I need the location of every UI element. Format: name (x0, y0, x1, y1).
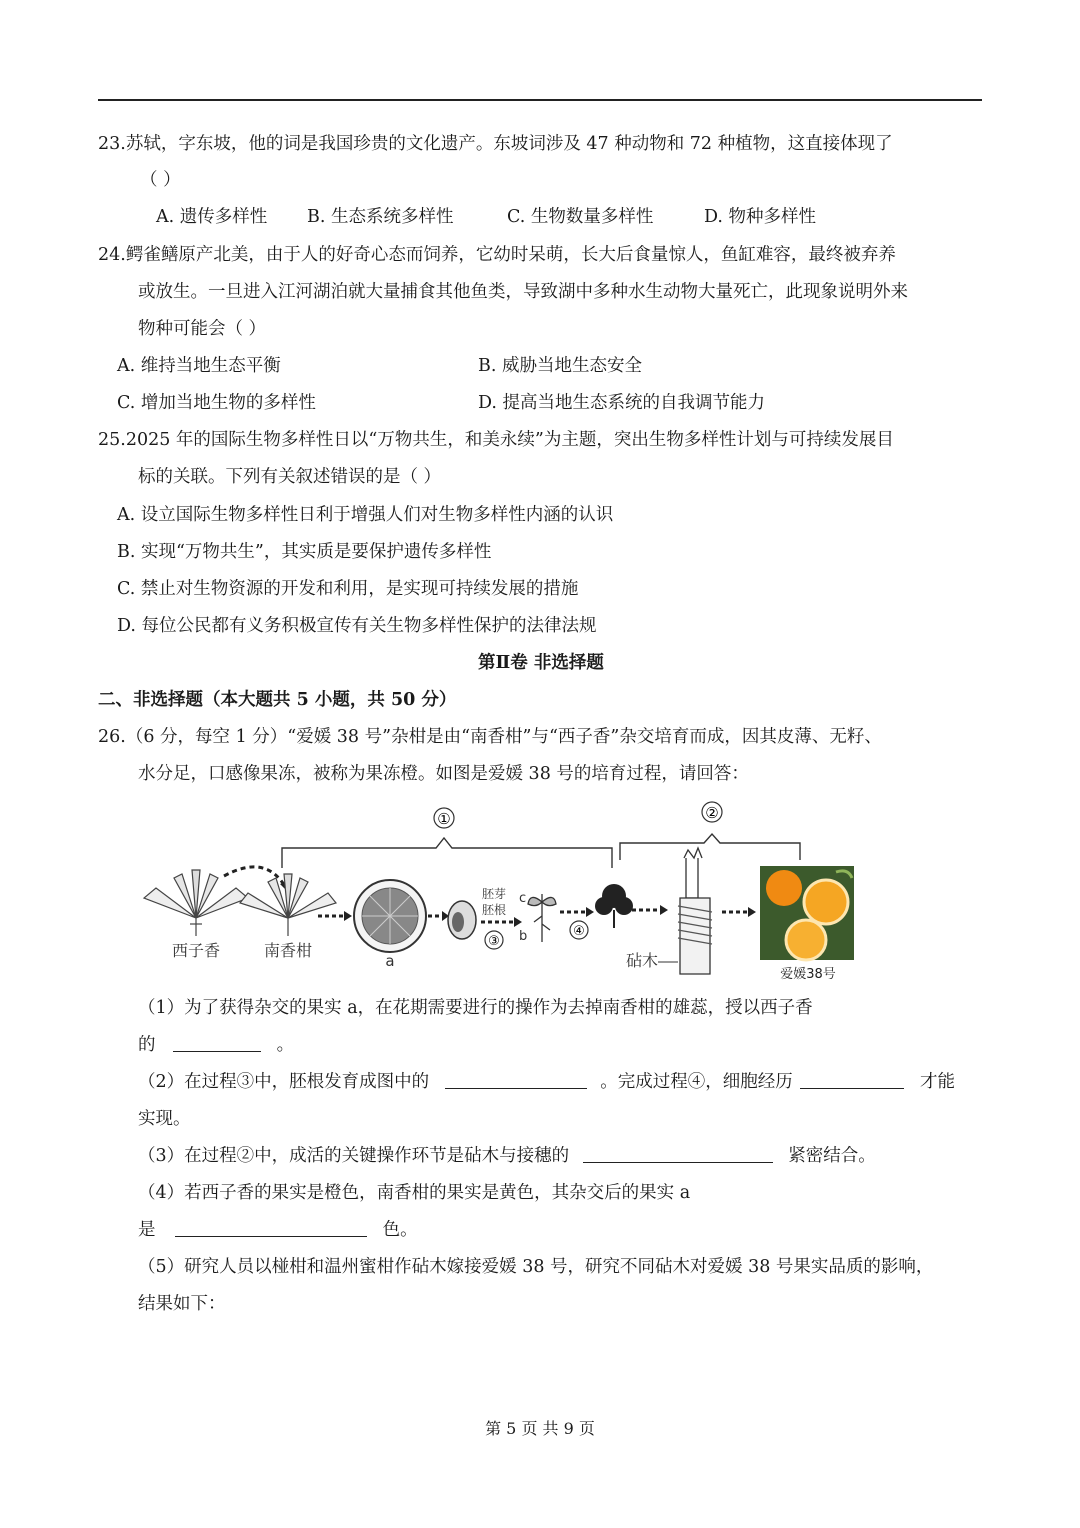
q24-stem-line1: 24.鳄雀鳝原产北美，由于人的好奇心态而饲养，它幼时呆萌，长大后食量惊人，鱼缸难容，最终被弃养 (98, 245, 896, 265)
q26-sub1-pre: 的 (138, 1035, 156, 1055)
arrow-5-head (660, 905, 668, 915)
label-aiyuan: 爱媛38号 (780, 967, 836, 982)
label-a: a (385, 952, 395, 970)
orange-fruit-photo (760, 866, 854, 960)
q26-sub2-post: 才能 (919, 1072, 955, 1092)
step4-label: ④ (573, 924, 585, 939)
q24-stem-line3: 物种可能会（ ） (138, 319, 267, 339)
q26-sub3-pre: （3）在过程②中，成活的关键操作环节是砧木与接穗的 (138, 1146, 570, 1166)
fruit-cross-section-icon (354, 880, 426, 952)
q23-answer-paren: （ ） (140, 170, 181, 190)
seedling-icon (528, 894, 556, 942)
q23-option-c: C. 生物数量多样性 (507, 207, 654, 227)
arrow-6-head (748, 907, 756, 917)
q26-sub1-post: 。 (276, 1035, 295, 1055)
q26-sub4-line1: （4）若西子香的果实是橙色，南香柑的果实是黄色，其杂交后的果实 a (138, 1183, 691, 1203)
q26-sub1-answer-blank[interactable] (173, 1033, 261, 1052)
q26-sub5-line2: 结果如下： (138, 1294, 226, 1314)
xizixiang-flower-icon (144, 870, 248, 936)
q24-option-b: B. 威胁当地生态安全 (478, 356, 642, 376)
q25-stem-line1: 25.2025 年的国际生物多样性日以“万物共生，和美永续”为主题，突出生物多样性计划与可持续发展目 (98, 430, 894, 450)
q26-sub3-post: 紧密结合。 (788, 1146, 876, 1166)
nanxianggan-flower-icon (240, 874, 336, 936)
label-b: b (519, 929, 528, 944)
q26-sub4-post: 色。 (382, 1220, 418, 1240)
q26-sub4-answer-blank[interactable] (175, 1218, 367, 1237)
bracket-1 (282, 838, 612, 868)
label-peiya: 胚芽 (481, 887, 507, 901)
label-zhenmu: 砧木 (625, 951, 659, 970)
bracket1-label: ① (437, 810, 451, 828)
step3-label: ③ (488, 934, 500, 949)
section2-title: 二、非选择题（本大题共 5 小题，共 50 分） (98, 690, 457, 710)
arrow-4-head (586, 907, 594, 917)
label-peigen: 胚根 (481, 903, 507, 917)
q24-option-c: C. 增加当地生物的多样性 (117, 393, 316, 413)
q26-stem-line2: 水分足，口感像果冻，被称为果冻橙。如图是爱媛 38 号的培育过程，请回答： (138, 764, 749, 784)
q26-sub1-line1: （1）为了获得杂交的果实 a，在花期需要进行的操作为去掉南香柑的雄蕊，授以西子香 (138, 998, 813, 1018)
q26-sub3-answer-blank[interactable] (583, 1144, 773, 1163)
arrow-1-head (344, 911, 352, 921)
seed-icon (448, 901, 476, 939)
q24-option-a: A. 维持当地生态平衡 (117, 356, 281, 376)
q26-sub2-pre: （2）在过程③中，胚根发育成图中的 (138, 1072, 430, 1092)
q26-sub4-line2 (138, 1218, 418, 1242)
q23-option-d: D. 物种多样性 (704, 207, 817, 227)
q26-sub2-answer-blank-2[interactable] (800, 1070, 904, 1089)
q26-sub3-line (138, 1144, 876, 1168)
q24-stem-line2: 或放生。一旦进入江河湖泊就大量捕食其他鱼类，导致湖中多种水生动物大量死亡，此现象说明外来 (138, 282, 908, 302)
arrow-3-head (514, 917, 522, 927)
grafted-rootstock-icon (678, 848, 712, 974)
q23-stem: 23.苏轼，字东坡，他的词是我国珍贵的文化遗产。东坡词涉及 47 种动物和 72 种植物，这直接体现了 (98, 134, 893, 154)
q26-stem-line1: 26.（6 分，每空 1 分）“爱媛 38 号”杂柑是由“南香柑”与“西子香”杂交培育而成，因其皮薄、无籽、 (98, 727, 882, 747)
q26-sub2-answer-blank-1[interactable] (445, 1070, 587, 1089)
q25-option-c: C. 禁止对生物资源的开发和利用，是实现可持续发展的措施 (117, 579, 579, 599)
q26-sub1-line2 (138, 1033, 294, 1057)
breeding-process-diagram (136, 798, 860, 988)
label-xizixiang: 西子香 (171, 941, 221, 960)
q26-sub4-pre: 是 (138, 1220, 156, 1240)
bracket2-label: ② (705, 804, 719, 822)
label-nanxianggan: 南香柑 (263, 941, 313, 960)
q24-option-d: D. 提高当地生态系统的自我调节能力 (478, 393, 766, 413)
q26-sub2-mid: 。完成过程④，细胞经历 (600, 1072, 793, 1092)
q25-option-b: B. 实现“万物共生”，其实质是要保护遗传多样性 (117, 542, 492, 562)
volume-title: 第Ⅱ卷 非选择题 (478, 653, 604, 673)
q23-option-b: B. 生态系统多样性 (307, 207, 454, 227)
young-tree-icon (595, 884, 633, 928)
q26-sub2-line2: 实现。 (138, 1109, 191, 1129)
q23-option-a: A. 遗传多样性 (156, 207, 268, 227)
header-rule (98, 99, 982, 101)
bracket-2 (620, 834, 800, 860)
q25-option-a: A. 设立国际生物多样性日利于增强人们对生物多样性内涵的认识 (117, 505, 614, 525)
q25-option-d: D. 每位公民都有义务积极宣传有关生物多样性保护的法律法规 (117, 616, 597, 636)
page-footer: 第 5 页 共 9 页 (485, 1419, 595, 1438)
q26-sub2-line1 (138, 1070, 955, 1094)
q26-sub5-line1: （5）研究人员以椪柑和温州蜜柑作砧木嫁接爱媛 38 号，研究不同砧木对爱媛 38 号果实品质的影响， (138, 1257, 934, 1277)
label-c: c (519, 891, 527, 906)
q25-stem-line2: 标的关联。下列有关叙述错误的是（ ） (138, 467, 442, 487)
